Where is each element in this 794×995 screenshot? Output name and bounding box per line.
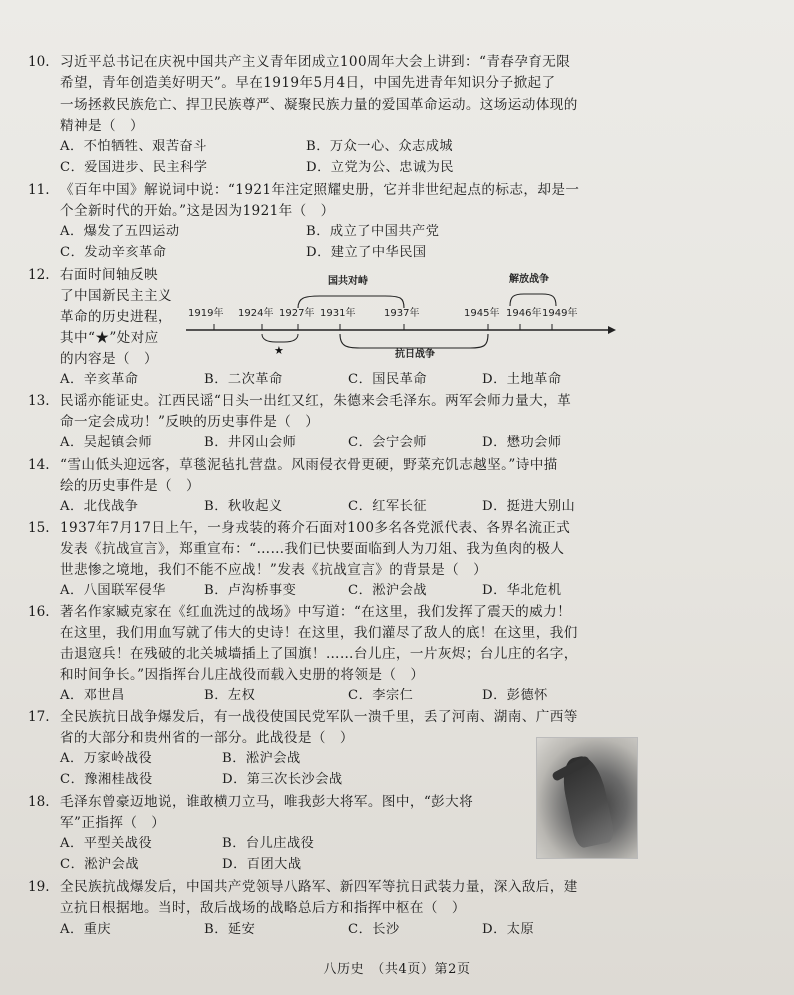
q16-line: 和时间争长。”因指挥台儿庄战役而载入史册的将领是（ ）	[60, 667, 425, 683]
q16-option-b[interactable]: B．左权	[204, 688, 256, 703]
q14-line: 绘的历史事件是（ ）	[60, 478, 200, 494]
q16-option-d[interactable]: D．彭德怀	[482, 688, 548, 703]
q10-line: 精神是（ ）	[60, 118, 144, 134]
q11-option-a[interactable]: A．爆发了五四运动	[60, 224, 180, 239]
q17-line: 全民族抗日战争爆发后，有一战役使国民党军队一溃千里，丢了河南、湖南、广西等	[60, 709, 578, 725]
q18-line: 毛泽东曾豪迈地说，谁敢横刀立马，唯我彭大将军。图中，“彭大将	[60, 794, 474, 810]
q14-option-a[interactable]: A．北伐战争	[60, 499, 139, 514]
q15-line: 1937年7月17日上午，一身戎装的蒋介石面对100多名各党派代表、各界名流正式	[60, 520, 571, 536]
q12-line: 革命的历史进程，	[60, 309, 172, 325]
q15-option-b[interactable]: B．卢沟桥事变	[204, 583, 297, 598]
q11-line: 个全新时代的开始。”这是因为1921年（ ）	[60, 203, 335, 219]
q13-line: 命一定会成功！”反映的历史事件是（ ）	[60, 414, 320, 430]
q18-number: 18.	[28, 794, 50, 810]
q10-option-c[interactable]: C．爱国进步、民主科学	[60, 160, 208, 175]
peng-dehuai-photo	[536, 737, 638, 859]
timeline-bracket-label: 抗日战争	[395, 349, 435, 360]
timeline-year: 1946年	[506, 308, 542, 319]
q10-line: 一场拯救民族危亡、捍卫民族尊严、凝聚民族力量的爱国革命运动。这场运动体现的	[60, 97, 578, 113]
q14-line: “雪山低头迎远客，草毯泥毡扎营盘。风雨侵衣骨更硬，野菜充饥志越坚。”诗中描	[60, 457, 558, 473]
q13-line: 民谣亦能证史。江西民谣“日头一出红又红，朱德来会毛泽东。两军会师力量大，革	[60, 393, 572, 409]
q10-line: 希望，青年创造美好明天”。早在1919年5月4日，中国先进青年知识分子掀起了	[60, 75, 556, 91]
timeline-arrow-icon	[608, 326, 616, 334]
q11-line: 《百年中国》解说词中说：“1921年注定照耀史册，它并非世纪起点的标志，却是一	[60, 182, 580, 198]
q16-line: 在这里，我们用血写就了伟大的史诗！在这里，我们灌尽了敌人的底！在这里，我们	[60, 625, 578, 641]
q12-line: 其中“★”处对应	[60, 330, 159, 346]
q10-option-b[interactable]: B．万众一心、众志成城	[306, 139, 454, 154]
q15-number: 15.	[28, 520, 50, 536]
q17-option-d[interactable]: D．第三次长沙会战	[222, 772, 343, 787]
q16-line: 著名作家臧克家在《红血洗过的战场》中写道：“在这里，我们发挥了震天的威力！	[60, 604, 572, 620]
q15-option-d[interactable]: D．华北危机	[482, 583, 562, 598]
q17-option-c[interactable]: C．豫湘桂战役	[60, 772, 153, 787]
q12-line: 了中国新民主主义	[60, 288, 172, 304]
q11-option-d[interactable]: D．建立了中华民国	[306, 245, 427, 260]
q10-line: 习近平总书记在庆祝中国共产主义青年团成立100周年大会上讲到：“青春孕育无限	[60, 54, 571, 70]
timeline-year: 1931年	[320, 308, 356, 319]
q10-option-d[interactable]: D．立党为公、忠诚为民	[306, 160, 454, 175]
star-icon: ★	[274, 344, 284, 357]
q19-option-b[interactable]: B．延安	[204, 922, 256, 937]
page-footer: 八历史 （共4页）第2页	[323, 962, 471, 977]
q10-number: 10.	[28, 54, 50, 70]
q13-option-b[interactable]: B．井冈山会师	[204, 435, 297, 450]
q11-number: 11.	[28, 182, 50, 198]
q17-option-a[interactable]: A．万家岭战役	[60, 751, 153, 766]
q12-option-b[interactable]: B．二次革命	[204, 372, 283, 387]
q12-option-c[interactable]: C．国民革命	[348, 372, 428, 387]
q17-number: 17.	[28, 709, 50, 725]
q16-number: 16.	[28, 604, 50, 620]
q17-option-b[interactable]: B．淞沪会战	[222, 751, 301, 766]
q14-option-d[interactable]: D．挺进大别山	[482, 499, 576, 514]
q14-number: 14.	[28, 457, 50, 473]
q15-option-c[interactable]: C．淞沪会战	[348, 583, 428, 598]
q13-number: 13.	[28, 393, 50, 409]
timeline-bracket-label: 解放战争	[509, 274, 549, 285]
timeline-year: 1937年	[384, 308, 420, 319]
q12-line: 的内容是（ ）	[60, 351, 158, 367]
q18-option-a[interactable]: A．平型关战役	[60, 836, 153, 851]
q18-line: 军”正指挥（ ）	[60, 815, 166, 831]
q17-line: 省的大部分和贵州省的一部分。此战役是（ ）	[60, 730, 354, 746]
q15-option-a[interactable]: A．八国联军侵华	[60, 583, 166, 598]
timeline-year: 1945年	[464, 308, 500, 319]
q16-option-c[interactable]: C．李宗仁	[348, 688, 414, 703]
q16-option-a[interactable]: A．邓世昌	[60, 688, 125, 703]
q16-line: 击退寇兵！在残破的北关城墙插上了国旗！……台儿庄，一片灰烬；台儿庄的名字，	[60, 646, 578, 662]
q10-option-a[interactable]: A．不怕牺牲、艰苦奋斗	[60, 139, 207, 154]
q19-option-c[interactable]: C．长沙	[348, 922, 400, 937]
q18-option-c[interactable]: C．淞沪会战	[60, 857, 140, 872]
q14-option-c[interactable]: C．红军长征	[348, 499, 428, 514]
q14-option-b[interactable]: B．秋收起义	[204, 499, 283, 514]
q19-line: 全民族抗战爆发后，中国共产党领导八路军、新四军等抗日武装力量，深入敌后，建	[60, 879, 578, 895]
q12-timeline	[180, 268, 620, 360]
timeline-bracket-label: 国共对峙	[328, 276, 368, 287]
q19-option-a[interactable]: A．重庆	[60, 922, 112, 937]
q12-option-a[interactable]: A．辛亥革命	[60, 372, 139, 387]
q13-option-d[interactable]: D．懋功会师	[482, 435, 562, 450]
q15-line: 发表《抗战宣言》，郑重宣布：“……我们已快要面临到人为刀俎、我为鱼肉的极人	[60, 541, 565, 557]
timeline-year: 1919年	[188, 308, 224, 319]
q13-option-c[interactable]: C．会宁会师	[348, 435, 428, 450]
timeline-year: 1949年	[542, 308, 578, 319]
q19-option-d[interactable]: D．太原	[482, 922, 535, 937]
timeline-year: 1924年	[238, 308, 274, 319]
q12-line: 右面时间轴反映	[60, 267, 158, 283]
q11-option-b[interactable]: B．成立了中国共产党	[306, 224, 440, 239]
q18-option-d[interactable]: D．百团大战	[222, 857, 302, 872]
q15-line: 世悲惨之境地，我们不能不应战！”发表《抗战宣言》的背景是（ ）	[60, 562, 488, 578]
q19-line: 立抗日根据地。当时，敌后战场的战略总后方和指挥中枢在（ ）	[60, 900, 466, 916]
timeline-year: 1927年	[279, 308, 315, 319]
q19-number: 19.	[28, 879, 50, 895]
q13-option-a[interactable]: A．吴起镇会师	[60, 435, 153, 450]
q11-option-c[interactable]: C．发动辛亥革命	[60, 245, 167, 260]
q18-option-b[interactable]: B．台儿庄战役	[222, 836, 315, 851]
q12-option-d[interactable]: D．土地革命	[482, 372, 562, 387]
q12-number: 12.	[28, 267, 50, 283]
